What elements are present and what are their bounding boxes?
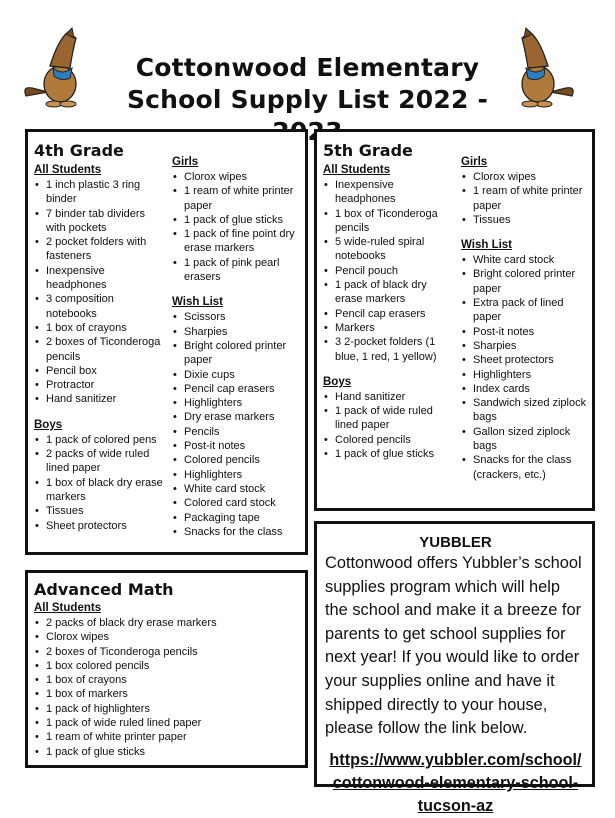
grade4-boys-list — [34, 433, 164, 533]
list-item: • 1 pack of wide ruled lined paper — [46, 716, 299, 730]
yubbler-title: YUBBLER — [419, 534, 492, 551]
list-item: • Pencil pouch — [335, 264, 451, 278]
list-item: • Inexpensive headphones — [335, 178, 451, 207]
list-item: • Extra pack of lined paper — [473, 296, 589, 325]
list-item: • Snacks for the class — [184, 525, 302, 539]
yubbler-link[interactable]: https://www.yubbler.com/school/cottonwood-elementary-school-tucson-az — [329, 750, 582, 815]
list-item: • 1 ream of white printer paper — [473, 184, 589, 213]
list-item: • 1 box of black dry erase markers — [46, 476, 164, 505]
list-item: • 2 pocket folders with fasteners — [46, 235, 164, 264]
list-item: • Colored pencils — [184, 453, 302, 467]
list-item: • 7 binder tab dividers with pockets — [46, 207, 164, 236]
coyote-mascot-icon — [20, 26, 98, 108]
list-item: • Inexpensive headphones — [46, 264, 164, 293]
list-item: • 1 ream of white printer paper — [46, 730, 299, 744]
list-item: • Colored card stock — [184, 496, 302, 510]
list-item: • Clorox wipes — [46, 630, 299, 644]
list-item: • Sheet protectors — [473, 353, 589, 367]
list-item: • Sharpies — [473, 339, 589, 353]
list-item: • Dixie cups — [184, 368, 302, 382]
list-item: • 1 box of crayons — [46, 673, 299, 687]
grade4-title: 4th Grade — [34, 141, 124, 160]
advanced-math-list — [34, 616, 299, 759]
list-item: • Colored pencils — [335, 433, 451, 447]
grade4-wish-list-heading: Wish List — [172, 296, 224, 309]
yubbler-body-text: Cottonwood offers Yubbler’s school supplies program which will help the school and make it a breeze for parents to get school supplies for next year! If you would like to order your supplies online and have it shipped directly to your house, please follow the link below. — [325, 554, 582, 738]
yubbler-box — [314, 521, 595, 815]
list-item: • Scissors — [184, 310, 302, 324]
grade5-all-students-list — [323, 178, 451, 364]
list-item: • Pencil box — [46, 364, 164, 378]
list-item: • White card stock — [473, 253, 589, 267]
list-item: • Bright colored printer paper — [184, 339, 302, 368]
list-item: • 5 wide-ruled spiral notebooks — [335, 235, 451, 264]
list-item: • 1 pack of highlighters — [46, 702, 299, 716]
list-item: • Sandwich sized ziplock bags — [473, 396, 589, 425]
grade5-all-students-heading: All Students — [323, 164, 391, 176]
list-item: • 2 boxes of Ticonderoga pencils — [46, 645, 299, 659]
list-item: • 1 pack of wide ruled lined paper — [335, 404, 451, 433]
grade5-boys-heading: Boys — [323, 375, 352, 388]
list-item: • 1 box of markers — [46, 687, 299, 701]
list-item: • White card stock — [184, 482, 302, 496]
grade5-boys-list — [323, 390, 451, 461]
list-item: • Pencil cap erasers — [184, 382, 302, 396]
list-item: • Post-it notes — [473, 325, 589, 339]
list-item: • Snacks for the class (crackers, etc.) — [473, 453, 589, 482]
grade5-box — [314, 129, 595, 511]
list-item: • 1 inch plastic 3 ring binder — [46, 178, 164, 207]
list-item: • Highlighters — [184, 468, 302, 482]
list-item: • Dry erase markers — [184, 410, 302, 424]
list-item: • Gallon sized ziplock bags — [473, 425, 589, 454]
list-item: • Pencils — [184, 425, 302, 439]
list-item: • 1 box of crayons — [46, 321, 164, 335]
list-item: • Sharpies — [184, 325, 302, 339]
grade5-wish-list-heading: Wish List — [461, 239, 513, 252]
grade4-all-students-heading: All Students — [34, 164, 102, 176]
list-item: • Pencil cap erasers — [335, 307, 451, 321]
advanced-math-column — [34, 600, 299, 759]
list-item: • 3 composition notebooks — [46, 292, 164, 321]
list-item: • Packaging tape — [184, 511, 302, 525]
advanced-math-title: Advanced Math — [34, 580, 174, 599]
list-item: • Bright colored printer paper — [473, 267, 589, 296]
list-item: • Tissues — [46, 504, 164, 518]
list-item: • Protractor — [46, 378, 164, 392]
list-item: • 1 pack of glue sticks — [184, 213, 302, 227]
list-item: • 2 boxes of Ticonderoga pencils — [46, 335, 164, 364]
list-item: • 1 pack of black dry erase markers — [335, 278, 451, 307]
list-item: • 1 pack of glue sticks — [335, 447, 451, 461]
grade4-girls-list — [172, 170, 302, 284]
advanced-math-box — [25, 570, 308, 768]
grade4-girls-heading: Girls — [172, 156, 199, 168]
grade5-title: 5th Grade — [323, 141, 413, 160]
list-item: • 1 pack of fine point dry erase markers — [184, 227, 302, 256]
grade5-girls-list — [461, 170, 589, 227]
advanced-math-all-students-heading: All Students — [34, 602, 102, 614]
list-item: • Clorox wipes — [184, 170, 302, 184]
list-item: • Tissues — [473, 213, 589, 227]
grade4-left-column — [34, 162, 164, 533]
list-item: • 1 pack of pink pearl erasers — [184, 256, 302, 285]
list-item: • Post-it notes — [184, 439, 302, 453]
grade4-boys-heading: Boys — [34, 418, 63, 431]
grade4-right-column — [172, 154, 302, 539]
list-item: • 1 ream of white printer paper — [184, 184, 302, 213]
grade5-left-column — [323, 162, 451, 461]
list-item: • 2 packs of black dry erase markers — [46, 616, 299, 630]
grade5-wish-list — [461, 253, 589, 482]
grade4-all-students-list — [34, 178, 164, 407]
list-item: • 3 2-pocket folders (1 blue, 1 red, 1 yellow) — [335, 335, 451, 364]
grade5-girls-heading: Girls — [461, 156, 488, 168]
list-item: • Hand sanitizer — [335, 390, 451, 404]
grade4-box — [25, 129, 308, 555]
list-item: • Markers — [335, 321, 451, 335]
list-item: • Highlighters — [473, 368, 589, 382]
grade4-wish-list — [172, 310, 302, 539]
grade5-right-column — [461, 154, 589, 482]
list-item: • 1 box colored pencils — [46, 659, 299, 673]
list-item: • 1 pack of glue sticks — [46, 745, 299, 759]
title-line-1: Cottonwood Elementary — [135, 53, 480, 82]
list-item: • Sheet protectors — [46, 519, 164, 533]
list-item: • Hand sanitizer — [46, 392, 164, 406]
list-item: • 1 pack of colored pens — [46, 433, 164, 447]
list-item: • Clorox wipes — [473, 170, 589, 184]
title-line-2: School Supply List 2022 - — [126, 85, 489, 114]
list-item: • 2 packs of wide ruled lined paper — [46, 447, 164, 476]
list-item: • 1 box of Ticonderoga pencils — [335, 207, 451, 236]
list-item: • Index cards — [473, 382, 589, 396]
list-item: • Highlighters — [184, 396, 302, 410]
